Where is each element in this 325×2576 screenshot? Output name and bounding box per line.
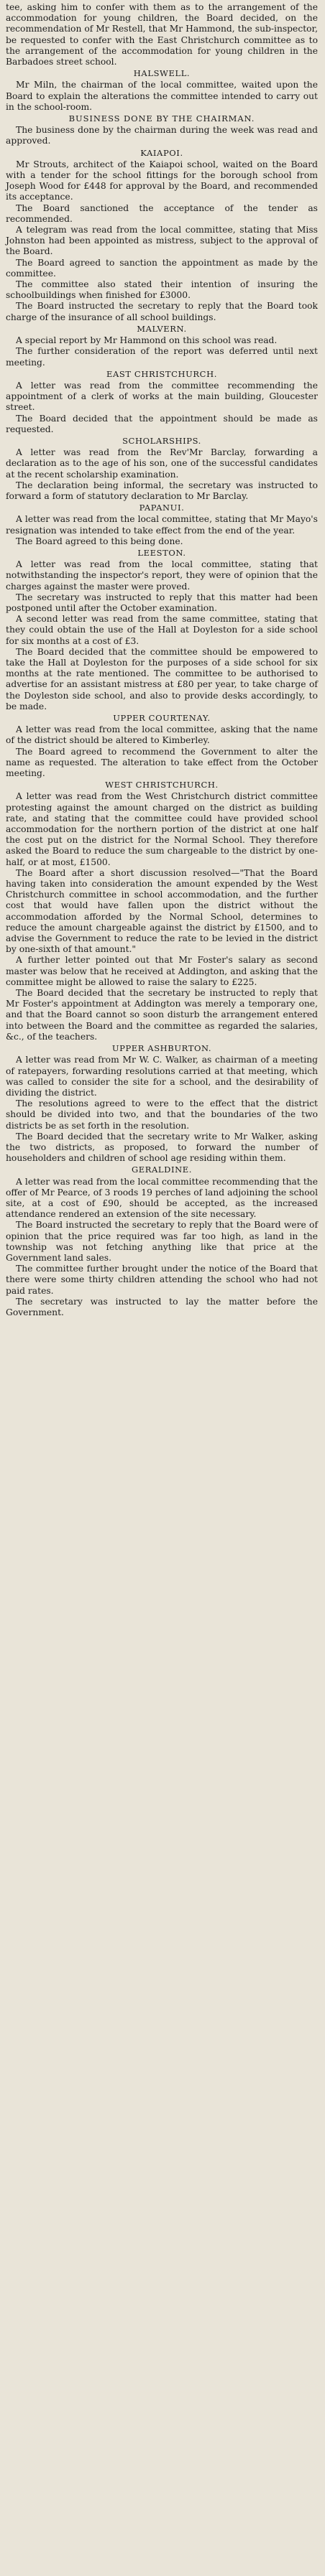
section-heading: SCHOLARSHIPS. xyxy=(122,435,201,446)
paragraph: tee, asking him to confer with them as to the arrangement of the accommodation for young children, the Board decided, on the recommendation of Mr Restell, that Mr Hammond, the sub-inspector, be requested to confer with the East Christchurch committee as to the arrangement of the accommodation for young children in the Barbadoes street school. xyxy=(6,2,318,67)
section-heading: BUSINESS DONE BY THE CHAIRMAN. xyxy=(68,113,255,124)
paragraph: The Board decided that the committee should be empowered to take the Hall at Doyleston for the purposes of a side school for six months at the rate mentioned. The committee to be authorised to advertise for an assistant mistress at £80 per year, to take charge of the Doyleston side school, and also to provide desks accordingly, to be made. xyxy=(6,646,318,711)
paragraph: The committee also stated their intention of insuring the schoolbuildings when finished for £3000. xyxy=(6,279,318,301)
paragraph: Mr Miln, the chairman of the local committee, waited upon the Board to explain the alterations the committee intended to carry out in the school-room. xyxy=(6,80,318,112)
paragraph: The committee further brought under the notice of the Board that there were some thirty children attending the school who had not paid rates. xyxy=(6,1264,318,1296)
paragraph: The secretary was instructed to lay the matter before the Government. xyxy=(6,1296,318,1317)
paragraph: The Board agreed to recommend the Government to alter the name as requested. The alteration to take effect from the October meeting. xyxy=(6,746,318,779)
paragraph: The Board agreed to this being done. xyxy=(16,536,183,546)
section-heading: KAIAPOI. xyxy=(140,147,183,158)
paragraph: The Board agreed to sanction the appointment as made by the committee. xyxy=(6,257,318,279)
paragraph: The business done by the chairman during the week was read and approved. xyxy=(6,125,318,146)
paragraph: The declaration being informal, the secretary was instructed to forward a form of statutory declaration to Mr Barclay. xyxy=(6,480,318,501)
section-heading: UPPER ASHBURTON. xyxy=(111,1043,212,1054)
paragraph: A letter was read from the local committee recommending that the offer of Mr Pearce, of 3 roods 19 perches of land adjoining the school site, at a cost of £90, should be accepted, as the increased attendance rendered an extension of the site necessary. xyxy=(6,1176,318,1220)
section-heading: MALVERN. xyxy=(137,323,187,334)
paragraph: The Board instructed the secretary to reply that the Board were of opinion that the price required was far too high, as land in the township was not fetching anything like that price at the Government land sales. xyxy=(6,1220,318,1263)
paragraph: A special report by Mr Hammond on this school was read. xyxy=(16,335,278,346)
paragraph: A further letter pointed out that Mr Foster's salary as second master was below that he received at Addington, and asking that the committee might be allowed to raise the salary to £225. xyxy=(6,955,318,987)
paragraph: A telegram was read from the local committee, stating that Miss Johnston had been appointed as mistress, subject to the approval of the Board. xyxy=(6,225,318,257)
section-heading: PAPANUI. xyxy=(139,503,185,513)
section-heading: WEST CHRISTCHURCH. xyxy=(105,780,219,790)
paragraph: A letter was read from the local committee, stating that notwithstanding the inspector's report, they were of opinion that the charges against the master were proved. xyxy=(6,559,318,592)
paragraph: The Board decided that the secretary write to Mr Walker, asking the two districts, as proposed, to forward the number of householders and children of school age residing within them. xyxy=(6,1131,318,1164)
paragraph: A letter was read from the local committee, stating that Mr Mayo's resignation was intended to take effect from the end of the year. xyxy=(6,514,318,536)
paragraph: The Board decided that the appointment should be made as requested. xyxy=(6,413,318,434)
paragraph: The Board instructed the secretary to reply that the Board took charge of the insurance of all school buildings. xyxy=(6,301,318,322)
section-heading: HALSWELL. xyxy=(133,68,191,79)
paragraph: A letter was read from Mr W. C. Walker, as chairman of a meeting of ratepayers, forwarding resolutions carried at that meeting, which was called to consider the site for a school, and the desirability of dividing the district. xyxy=(6,1055,318,1098)
paragraph: The Board decided that the secretary be instructed to reply that Mr Foster's appointment at Addington was merely a temporary one, and that the Board cannot so soon disturb the arrangement entered into between the Board and the committee as regarded the salaries, &c., of the teachers. xyxy=(6,988,318,1042)
paragraph: The secretary was instructed to reply that this matter had been postponed until after the October examination. xyxy=(6,592,318,613)
section-heading: LEESTON. xyxy=(137,547,186,558)
section-heading: UPPER COURTENAY. xyxy=(113,713,211,723)
paragraph: A second letter was read from the same committee, stating that they could obtain the use of the Hall at Doyleston for a side school for six months at a cost of £3. xyxy=(6,614,318,646)
paragraph: The Board after a short discussion resolved—"That the Board having taken into consideration the amount expended by the West Christchurch committee in school accommodation, and the further cost that would have fallen upon the district without the accommodation afforded by the Normal School, determines to reduce the amount chargeable against the district by £1500, and to advise the Government to reduce the rate to be levied in the district by one-sixth of that amount." xyxy=(6,867,318,955)
section-heading: EAST CHRISTCHURCH. xyxy=(106,368,217,379)
paragraph: The further consideration of the report was deferred until next meeting. xyxy=(6,346,318,368)
paragraph: A letter was read from the Rev'Mr Barclay, forwarding a declaration as to the age of his son, one of the successful candidates at the recent scholarship examination. xyxy=(6,447,318,480)
paragraph: A letter was read from the West Christchurch district committee protesting against the amount charged on the district as building rate, and stating that the committee could have provided school accommodation for the northern portion of the district at one half the cost put on the district for the Normal School. They therefore asked the Board to reduce the sum chargeable to the district by one-half, or at most, £1500. xyxy=(6,791,318,867)
paragraph: A letter was read from the committee recommending the appointment of a clerk of works at the main building, Gloucester street. xyxy=(6,380,318,413)
section-heading: GERALDINE. xyxy=(131,1165,193,1175)
paragraph: The resolutions agreed to were to the effect that the district should be divided into two, and that the boundaries of the two districts be as set forth in the resolution. xyxy=(6,1098,318,1131)
paragraph: Mr Strouts, architect of the Kaiapoi school, waited on the Board with a tender for the school fittings for the borough school from Joseph Wood for £448 for approval by the Board, and recommended its acceptance. xyxy=(6,159,318,202)
paragraph: A letter was read from the local committee, asking that the name of the district should be altered to Kimberley. xyxy=(6,724,318,746)
paragraph: The Board sanctioned the acceptance of the tender as recommended. xyxy=(6,202,318,224)
